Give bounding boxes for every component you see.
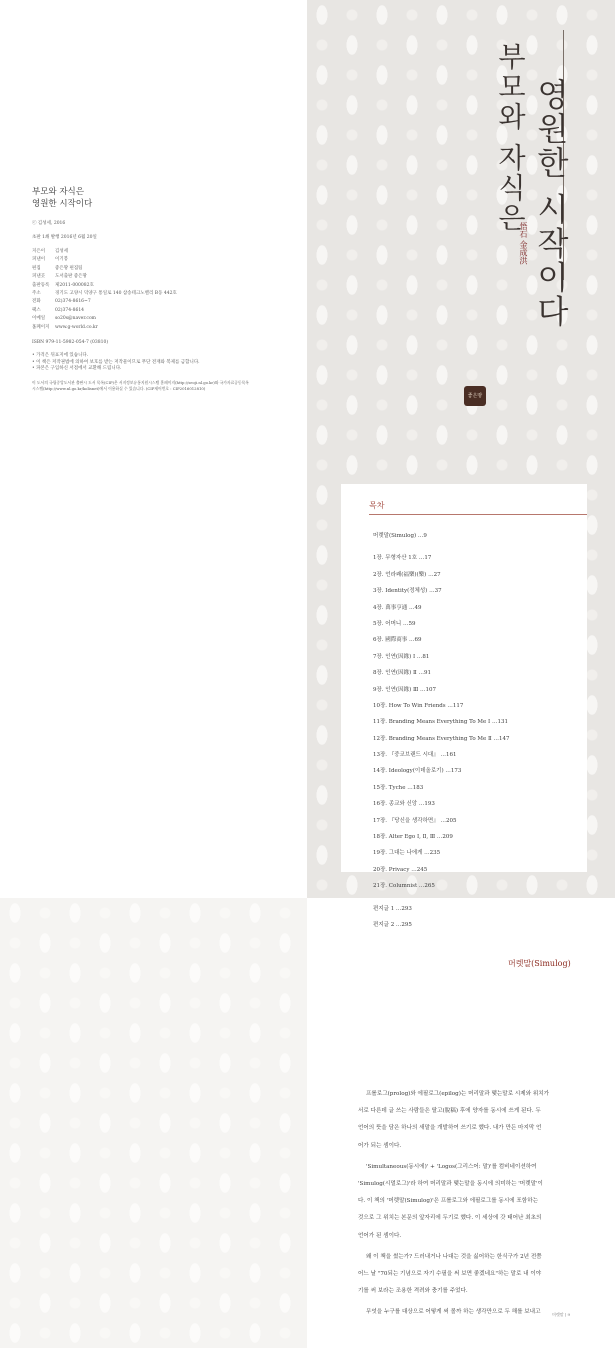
cover-title-main: 영원한 시작이다 <box>532 78 570 329</box>
preface-line: 무엇을 누구를 대상으로 어떻게 써 볼까 하는 생각만으로 두 해를 보내고 <box>366 1309 541 1316</box>
meta-key: 펴낸곳 <box>32 274 46 280</box>
toc-item-chapter[interactable]: 9장. 인연(因緣) Ⅲ …107 <box>373 686 437 693</box>
toc-item-chapter[interactable]: 18장. Alter Ego Ⅰ, Ⅱ, Ⅲ …209 <box>373 834 453 841</box>
meta-row <box>32 256 272 264</box>
toc-item-chapter[interactable]: 20장. Privacy …245 <box>373 866 428 873</box>
meta-value: 김성세 <box>55 249 69 254</box>
toc-item-chapter[interactable]: 15장. Tyche …183 <box>373 784 424 791</box>
preface-line: 다. 이 책의 '머렛말(Simulog)'은 프롤로그와 에필로그를 동시에 포함하는 <box>358 1198 539 1205</box>
toc-item-chapter[interactable]: 1장. 무형자산 1호 …17 <box>373 555 432 562</box>
copyright-book-title <box>32 186 272 210</box>
toc-item-chapter[interactable]: 10장. How To Win Friends …117 <box>373 702 464 709</box>
meta-value: 경기도 고양시 덕양구 통일로 140 삼송테크노밸리 B동 442호 <box>55 291 177 297</box>
preface-body <box>358 1086 570 1321</box>
meta-key: 출판등록 <box>32 282 50 288</box>
toc-item-chapter[interactable]: 4장. 萬事亨通 …49 <box>373 604 422 611</box>
meta-value: 이기봉 <box>55 257 69 263</box>
preface-line: 'Simultaneous(동시에)' + 'Logos(그리스어: 말)'를 컴비네이션하여 <box>366 1163 537 1170</box>
toc-item-chapter[interactable]: 14장. Ideology(이데올로기) …173 <box>373 768 462 775</box>
cip-line: 시스템(http://www.nl.go.kr/kolisnet)에서 이용하실 수 있습니다. (CIP제어번호 : CIP2016012810) <box>32 385 206 391</box>
toc-item-chapter[interactable]: 6장. 國際商事 …69 <box>373 637 422 644</box>
meta-row <box>32 282 272 290</box>
preface-title: 머렛말(Simulog) <box>508 959 571 968</box>
edition-info: 초판 1쇄 발행 2016년 6월 20일 <box>32 235 97 240</box>
toc-heading: 목차 <box>369 501 385 510</box>
preface-line: 언어가 된 셈이다. <box>358 1232 402 1239</box>
cover-author: 悟石 金成洪 <box>519 222 528 265</box>
toc-item-chapter[interactable]: 8장. 인연(因緣) Ⅱ …91 <box>373 670 431 677</box>
meta-value: www.g-world.co.kr <box>55 324 98 330</box>
meta-row <box>32 265 272 273</box>
cip-notice <box>32 380 272 392</box>
meta-key: 전화 <box>32 299 41 305</box>
toc-list <box>373 528 581 933</box>
toc-item-chapter[interactable]: 19장. 그대는 나에게 …235 <box>373 850 441 857</box>
preface-line: 왜 이 책을 썼는가? 드러내거나 나대는 것을 싫어하는 한식구가 2년 전쯤 <box>366 1253 542 1260</box>
preface-line: 기를 써 보라는 조용한 격려와 충기를 주었다. <box>358 1288 468 1295</box>
toc-item-chapter[interactable]: 7장. 인연(因緣) Ⅰ …81 <box>373 653 430 660</box>
isbn: ISBN 979-11-5982-054-7 (03810) <box>32 340 109 346</box>
meta-value: so20s@naver.com <box>55 316 96 322</box>
preface-line: 어느 날 "70되는 기념으로 자기 수필을 써 보면 좋겠네요"하는 말로 내 이야 <box>358 1270 542 1277</box>
toc-item-letter[interactable]: 편지글 1 …293 <box>373 905 412 912</box>
toc-item-chapter[interactable]: 3장. Identity(정체성) …37 <box>373 588 442 595</box>
copyright-page <box>32 186 272 392</box>
preface-line: 'Simulog(시멀로그)'라 하여 머리말과 맺는말을 동시에 의미하는 '머렛말'이 <box>358 1180 543 1187</box>
meta-row <box>32 324 272 332</box>
meta-value: 제2011-000082호 <box>55 282 94 288</box>
note-exchange: • 파본은 구입하신 서점에서 교환해 드립니다. <box>32 366 122 372</box>
meta-row <box>32 248 272 256</box>
toc-chapter-list <box>373 550 581 894</box>
toc-item-chapter[interactable]: 12장. Branding Means Everything To Me Ⅱ …147 <box>373 735 510 742</box>
copyright-notice: ⓒ 김성세, 2016 <box>32 221 66 226</box>
meta-value: 좋은땅 편집팀 <box>55 265 83 271</box>
preface-line: 언어의 뜻을 담은 하나의 새말을 개발하여 쓰기로 했다. 내가 만든 마지막 언 <box>358 1125 542 1132</box>
toc-item-chapter[interactable]: 13장. 『중코브랜드 시대』 …161 <box>373 752 457 759</box>
preface-line: 서로 다른데 글 쓰는 사람들은 탈고(脫稿) 후에 양자를 동시에 쓰게 된다. 두 <box>358 1108 541 1115</box>
meta-key: 주소 <box>32 291 41 297</box>
preface-line: 어가 되는 셈이다. <box>358 1142 402 1149</box>
meta-key: 이메일 <box>32 316 46 322</box>
meta-row <box>32 315 272 323</box>
meta-key: 펴낸이 <box>32 257 46 263</box>
meta-row <box>32 298 272 306</box>
publisher-logo: 좋은땅 <box>464 386 486 406</box>
toc-item-chapter[interactable]: 17장. 『당신을 생각하면』 …205 <box>373 817 457 824</box>
toc-item-letter[interactable]: 편지글 2 …295 <box>373 921 412 928</box>
meta-value: 02)374-8614 <box>55 307 85 313</box>
meta-key: 편집 <box>32 265 41 271</box>
book-title-line2: 영원한 시작이다 <box>32 199 93 209</box>
toc-item-prologue[interactable]: 머렛말(Simulog) …9 <box>373 533 427 539</box>
meta-key: 홈페이지 <box>32 324 50 330</box>
book-title-line1: 부모와 자식은 <box>32 187 84 197</box>
toc-item-chapter[interactable]: 2장. 언라쾌(福樂)(樂) …27 <box>373 571 441 578</box>
meta-row <box>32 273 272 281</box>
note-copyright-law: • 이 책은 저작권법에 의하여 보호를 받는 저작물이므로 무단 전재와 복제를 금합니다. <box>32 359 200 365</box>
cover-title-sub: 부모와 자식은 <box>494 42 527 233</box>
preface-line: 것으로 그 위치는 본문의 앞자리에 두기로 했다. 이 세상에 갓 태어난 최초의 <box>358 1215 542 1222</box>
page-footer: 머렛말 | 9 <box>552 1312 571 1317</box>
toc-item-chapter[interactable]: 16장. 종교와 신앙 …193 <box>373 801 435 808</box>
meta-value: 02)374-8616~7 <box>55 299 91 305</box>
toc-item-chapter[interactable]: 21장. Columnist …265 <box>373 883 435 890</box>
toc-divider <box>369 514 587 515</box>
toc-item-chapter[interactable]: 11장. Branding Means Everything To Me Ⅰ …131 <box>373 719 508 726</box>
meta-row <box>32 290 272 298</box>
meta-row <box>32 307 272 315</box>
cip-line: 이 도서의 국립중앙도서관 출판시 도서 목록(CIP)은 서지정보유통지원시스템 홈페이지(http://seoji.nl.go.kr)와 국가자료공동목록 <box>32 379 249 385</box>
toc-epilogue-list <box>373 901 581 934</box>
meta-key: 팩스 <box>32 307 41 313</box>
toc-item-chapter[interactable]: 5장. 어머니 …59 <box>373 620 416 627</box>
note-price: • 가격은 뒤표지에 있습니다. <box>32 353 89 359</box>
publication-meta <box>32 248 272 332</box>
meta-value: 도서출판 좋은땅 <box>55 274 87 280</box>
blank-page-pattern <box>0 898 307 1348</box>
preface-line: 프롤로그(prolog)와 에필로그(epilog)는 머리말과 맺는말로 시제와 위치가 <box>366 1091 550 1097</box>
table-of-contents <box>341 484 587 928</box>
meta-key: 지은이 <box>32 249 46 254</box>
